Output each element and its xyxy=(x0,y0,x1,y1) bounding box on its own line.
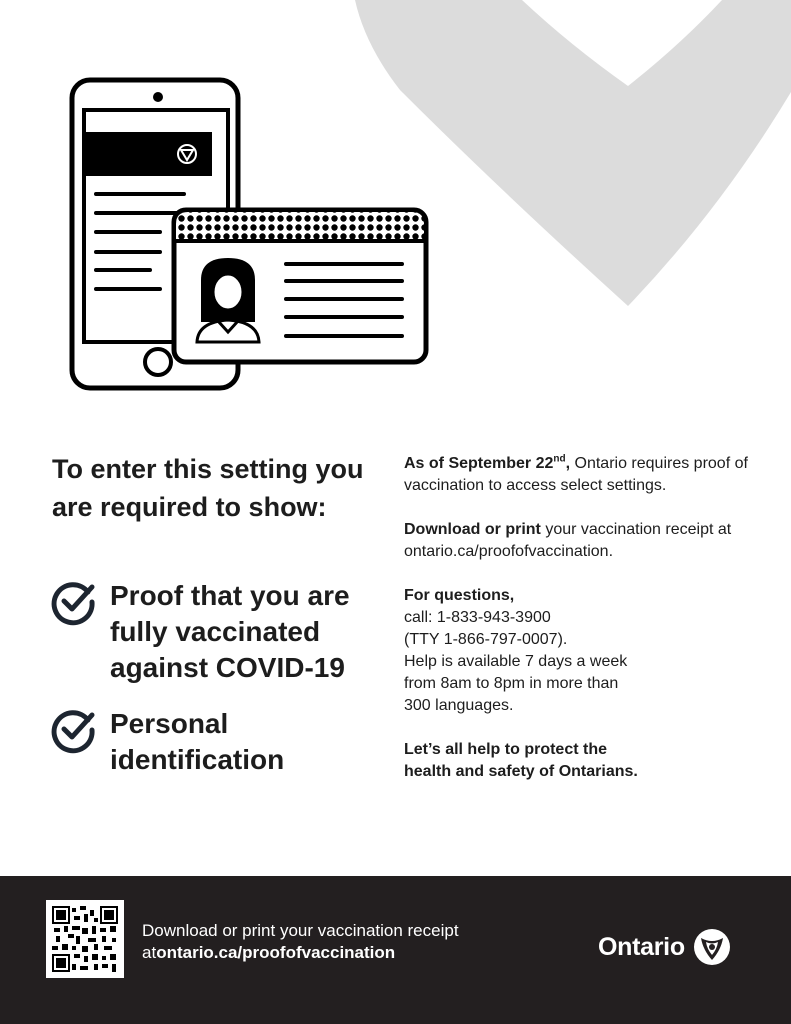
qr-code[interactable] xyxy=(46,900,124,978)
footer-text xyxy=(142,920,542,964)
download-bold: Download or print xyxy=(404,521,541,538)
date-comma: , xyxy=(565,455,571,472)
date-paragraph xyxy=(404,453,764,497)
check-circle-icon xyxy=(50,578,98,626)
download-paragraph xyxy=(404,519,764,563)
download-rest: your vaccination receipt at ontario.ca/proofofvaccination. xyxy=(404,521,732,560)
trillium-icon xyxy=(693,928,731,966)
footer-bar xyxy=(0,876,791,1024)
date-rest: Ontario requires proof of vaccination to access select settings. xyxy=(404,455,748,494)
info-column xyxy=(404,453,764,783)
questions-heading: For questions, xyxy=(404,587,515,604)
ontario-logo xyxy=(598,928,731,966)
avatar-icon xyxy=(197,258,259,342)
requirement-label: Proof that you are fully vaccinated against COVID-19 xyxy=(110,580,350,683)
questions-line: 300 languages. xyxy=(404,697,514,714)
footer-line1: Download or print your vaccination receipt xyxy=(142,921,459,940)
qr-code-icon xyxy=(52,906,118,972)
questions-line: (TTY 1-866-797-0007). xyxy=(404,631,568,648)
footer-link[interactable]: ontario.ca/proofofvaccination xyxy=(156,943,396,962)
requirement-label: Personal identification xyxy=(110,708,285,775)
id-card-icon xyxy=(174,210,426,362)
vaccination-illustration xyxy=(60,70,440,400)
headline: To enter this setting you are required to show: xyxy=(52,454,364,522)
ontario-wordmark: Ontario xyxy=(598,932,685,961)
questions-line: from 8am to 8pm in more than xyxy=(404,675,619,692)
check-circle-icon xyxy=(50,706,98,754)
date-bold: As of September 22 xyxy=(404,455,554,472)
footer-line2: atontario.ca/proofofvaccination xyxy=(142,943,396,962)
questions-block xyxy=(404,585,764,717)
questions-line: Help is available 7 days a week xyxy=(404,653,628,670)
date-suffix: nd xyxy=(553,453,566,465)
closing-statement: Let’s all help to protect the health and safety of Ontarians. xyxy=(404,741,638,780)
questions-line: call: 1-833-943-3900 xyxy=(404,609,551,626)
